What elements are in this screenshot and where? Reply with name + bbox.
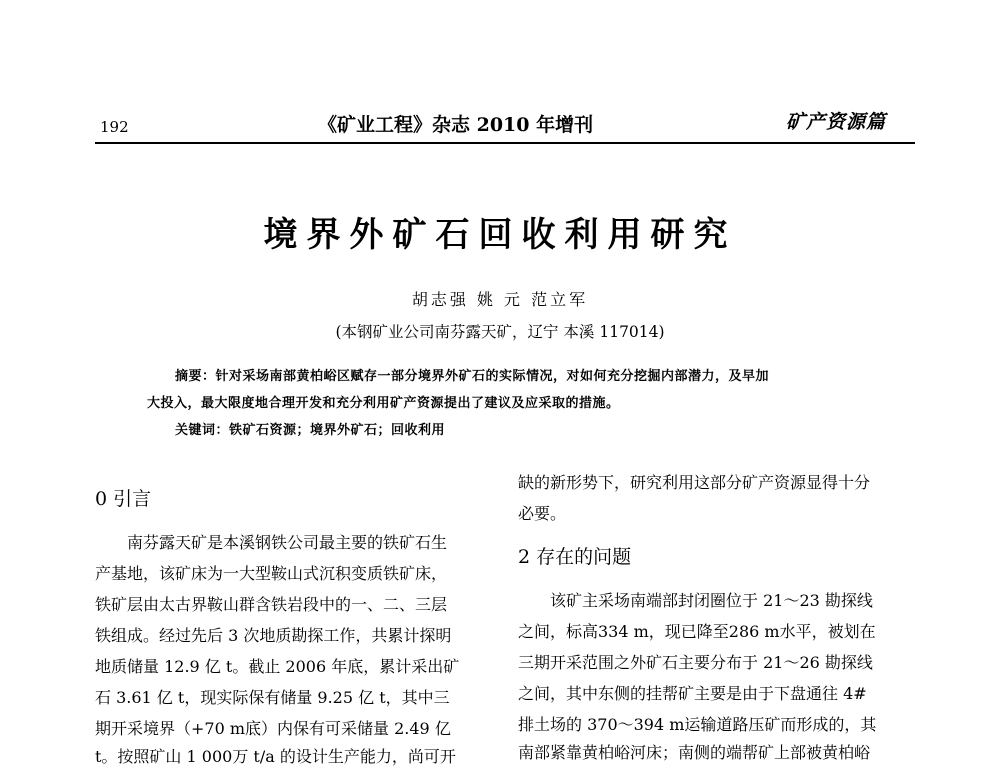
paragraph-line: 产基地，该矿床为一大型鞍山式沉积变质铁矿床， xyxy=(95,564,448,583)
paragraph-line: 南部紧靠黄柏峪河床；南侧的端帮矿上部被黄柏峪 xyxy=(518,743,871,762)
section-heading-intro: 0 引言 xyxy=(95,488,152,510)
affiliation: (本钢矿业公司南芬露天矿，辽宁 本溪 117014) xyxy=(335,323,665,341)
page-number: 192 xyxy=(100,118,129,136)
authors: 胡志强 姚 元 范立军 xyxy=(411,290,589,309)
left-column xyxy=(95,480,485,766)
paragraph-line: 地质储量 12.9 亿 t。截止 2006 年底，累计采出矿 xyxy=(95,657,460,676)
header-rule xyxy=(95,142,915,144)
paragraph-line: 铁组成。经过先后 3 次地质勘探工作，共累计探明 xyxy=(95,626,452,645)
right-column xyxy=(518,470,918,760)
article-title: 境界外矿石回收利用研究 xyxy=(263,215,737,255)
paragraph-line: 之间，其中东侧的挂帮矿主要是由于下盘通往 4# xyxy=(518,684,867,703)
paragraph-line: 之间，标高334 m，现已降至286 m水平，被划在 xyxy=(518,622,876,641)
paragraph-line: 南芬露天矿是本溪钢铁公司最主要的铁矿石生 xyxy=(127,533,448,552)
paragraph-line: 该矿主采场南端部封闭圈位于 21～23 勘探线 xyxy=(550,591,873,610)
section-heading-problems: 2 存在的问题 xyxy=(518,546,632,568)
abstract-line-2: 大投入，最大限度地合理开发和充分利用矿产资源提出了建议及应采取的措施。 xyxy=(147,396,620,411)
section-name: 矿产资源篇 xyxy=(786,111,887,133)
paragraph-line: 必要。 xyxy=(518,504,567,523)
paragraph-line: 三期开采范围之外矿石主要分布于 21～26 勘探线 xyxy=(518,653,873,672)
paragraph-line: 期开采境界（+70 m底）内保有可采储量 2.49 亿 xyxy=(95,719,451,738)
journal-title: 《矿业工程》杂志 2010 年增刊 xyxy=(318,114,594,136)
abstract-line-1: 摘要：针对采场南部黄柏峪区赋存一部分境界外矿石的实际情况，对如何充分挖掘内部潜力，及早加 xyxy=(175,369,770,384)
paragraph-line: 铁矿层由太古界鞍山群含铁岩段中的一、二、三层 xyxy=(95,595,448,614)
paragraph-line: 石 3.61 亿 t，现实际保有储量 9.25 亿 t，其中三 xyxy=(95,688,450,707)
paragraph-line: t。按照矿山 1 000万 t/a 的设计生产能力，尚可开 xyxy=(95,747,456,766)
keywords: 关键词：铁矿石资源；境界外矿石；回收利用 xyxy=(175,423,446,438)
paragraph-line: 排土场的 370～394 m运输道路压矿而形成的，其 xyxy=(518,715,877,734)
paragraph-line: 缺的新形势下，研究利用这部分矿产资源显得十分 xyxy=(518,473,871,492)
